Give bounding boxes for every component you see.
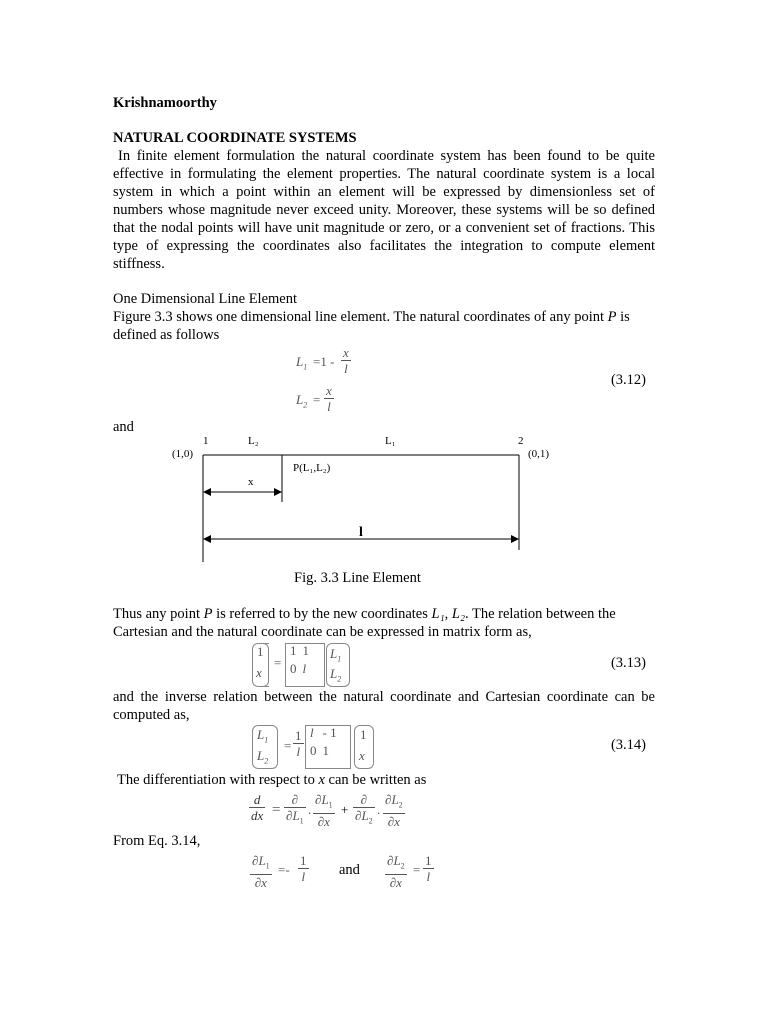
author-name: Krishnamoorthy bbox=[113, 95, 217, 111]
l-dimension-label: l bbox=[359, 525, 363, 540]
paragraph-coordinates: Thus any point P is referred to by the new coordinates L₁, L₂. The relation between the Cartesian and the natural coordinate can be expressed in matrix form as, bbox=[113, 606, 616, 640]
subsection-paragraph: Figure 3.3 shows one dimensional line element. The natural coordinates of any point P is defined as follows bbox=[113, 309, 630, 343]
coord-left-label: (1,0) bbox=[172, 448, 194, 460]
L1-label: L₁ bbox=[385, 435, 396, 447]
node-1-label: 1 bbox=[203, 435, 209, 447]
differentiation-sentence: The differentiation with respect to x can be written as bbox=[117, 772, 427, 788]
L2-label: L₂ bbox=[248, 435, 259, 447]
paragraph-inverse: and the inverse relation between the natural coordinate and Cartesian coordinate can be computed as, bbox=[113, 689, 655, 723]
subsection-title: One Dimensional Line Element bbox=[113, 291, 298, 307]
equation-number-3-13: (3.13) bbox=[610, 655, 646, 671]
equation-number-3-12: (3.12) bbox=[610, 372, 646, 388]
node-2-label: 2 bbox=[518, 435, 524, 447]
figure-caption: Fig. 3.3 Line Element bbox=[294, 570, 421, 586]
equation-number-3-14: (3.14) bbox=[610, 737, 646, 753]
intro-paragraph: In finite element formulation the natural coordinate system has been found to be quite effective in formulating the element properties. The natural coordinate system is a local system in which a point within an element will be expressed by dimensionless set of numbers whose magnitude never exceed unity. Moreover, these systems will be so defined that the nodal points will have unit magnitude or zero, or a convenient set of fractions. This type of expressing the coordinates also facilitates the integration to compute element stiffness. bbox=[113, 148, 655, 272]
coord-right-label: (0,1) bbox=[528, 448, 550, 460]
section-title: NATURAL COORDINATE SYSTEMS bbox=[113, 130, 357, 146]
x-dimension-label: x bbox=[248, 476, 254, 488]
and-label: and bbox=[113, 419, 134, 435]
point-p-label: P(L₁,L₂) bbox=[293, 462, 331, 474]
and-between-results: and bbox=[339, 862, 360, 878]
from-eq-label: From Eq. 3.14, bbox=[113, 833, 201, 849]
